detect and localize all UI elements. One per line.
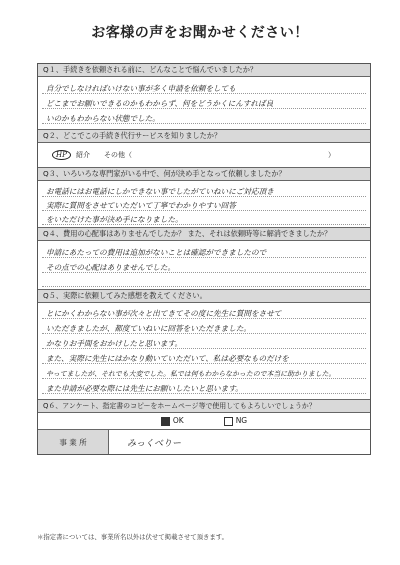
answer-4-line: 申請にあたっての費用は追加がないことは確認ができましたので [46, 248, 267, 257]
answer-2 [38, 143, 370, 168]
answer-3-line: 実際に質問をさせていただいて丁寧でわかりやすい回答 [46, 201, 236, 210]
answer-5-line: とにかくわからない事が次々と出てきてその度に先生に質問をさせて [46, 309, 282, 318]
answer-1-line: 自分でしなければいけない事が多く申請を依頼をしても [46, 84, 236, 93]
office-label: 事 業 所 [38, 430, 109, 454]
question-1: Q１、手続きを依頼される前に、どんなことで悩んでいましたか？ [38, 64, 370, 77]
checkbox-empty-icon [224, 417, 233, 426]
answer-5-line: いただきましたが、都度ていねいに回答をいただきました。 [46, 324, 252, 333]
question-4: Q４、費用の心配事はありませんでしたか？ また、それは依頼時等に解消できましたか？ [38, 228, 370, 241]
answer-3-line: お電話にはお電話にしかできない事でしたがていねいにご対応頂き [46, 187, 274, 196]
option-hp[interactable] [52, 150, 71, 160]
answer-5-line: また申請が必要な際には先生にお願いしたいと思います。 [46, 384, 243, 393]
office-row [38, 430, 370, 454]
option-other-close: ） [328, 151, 335, 159]
answer-5 [38, 303, 370, 400]
question-2: Q２、どこでこの手続き代行サービスを知りましたか？ [38, 130, 370, 143]
page-title: お客様の声をお聞かせください！ [91, 25, 309, 41]
answer-5-line: また、実際に先生にはかなり動いていただいて、私は必要なものだけを [46, 354, 289, 363]
question-6: Q６、アンケート、指定書のコピーをホームページ等で使用してもよろしいでしょうか？ [38, 400, 370, 413]
answer-1-line: いのかもわからない状態でした。 [46, 114, 160, 123]
consent-ok-label: OK [172, 416, 184, 426]
answer-3 [38, 181, 370, 228]
consent-ng[interactable] [224, 416, 247, 426]
option-other[interactable]: その他（ [104, 151, 132, 159]
survey-form [37, 63, 371, 455]
answer-5-line: かなりお手間をおかけしたと思います。 [46, 339, 183, 348]
checkbox-checked-icon [161, 417, 170, 426]
footnote: ＊指定書については、事業所名以外は伏せて掲載させて頂きます。 [37, 533, 229, 541]
answer-1-line: どこまでお願いできるのかもわからず、何をどうかくにんすれば良 [46, 99, 274, 108]
question-5: Q５、実際に依頼してみた感想を教えてください。 [38, 290, 370, 303]
answer-4 [38, 241, 370, 290]
consent-options [38, 413, 370, 430]
option-hp-label: HP [52, 150, 71, 160]
answer-5-line: やってましたが、それでも大変でした。私では何もわからなかったので本当に助かりました。 [46, 370, 336, 378]
consent-ok[interactable] [161, 416, 184, 426]
answer-1 [38, 77, 370, 130]
office-name: みっくべりー [127, 438, 182, 449]
answer-3-line: をいただけた事が決め手になりました。 [46, 215, 183, 224]
option-referral[interactable]: 紹介 [76, 151, 90, 159]
answer-4-line: その点での心配はありませんでした。 [46, 263, 176, 272]
consent-ng-label: NG [235, 416, 248, 426]
question-3: Q３、いろいろな専門家がいる中で、何が決め手となって依頼しましたか？ [38, 168, 370, 181]
